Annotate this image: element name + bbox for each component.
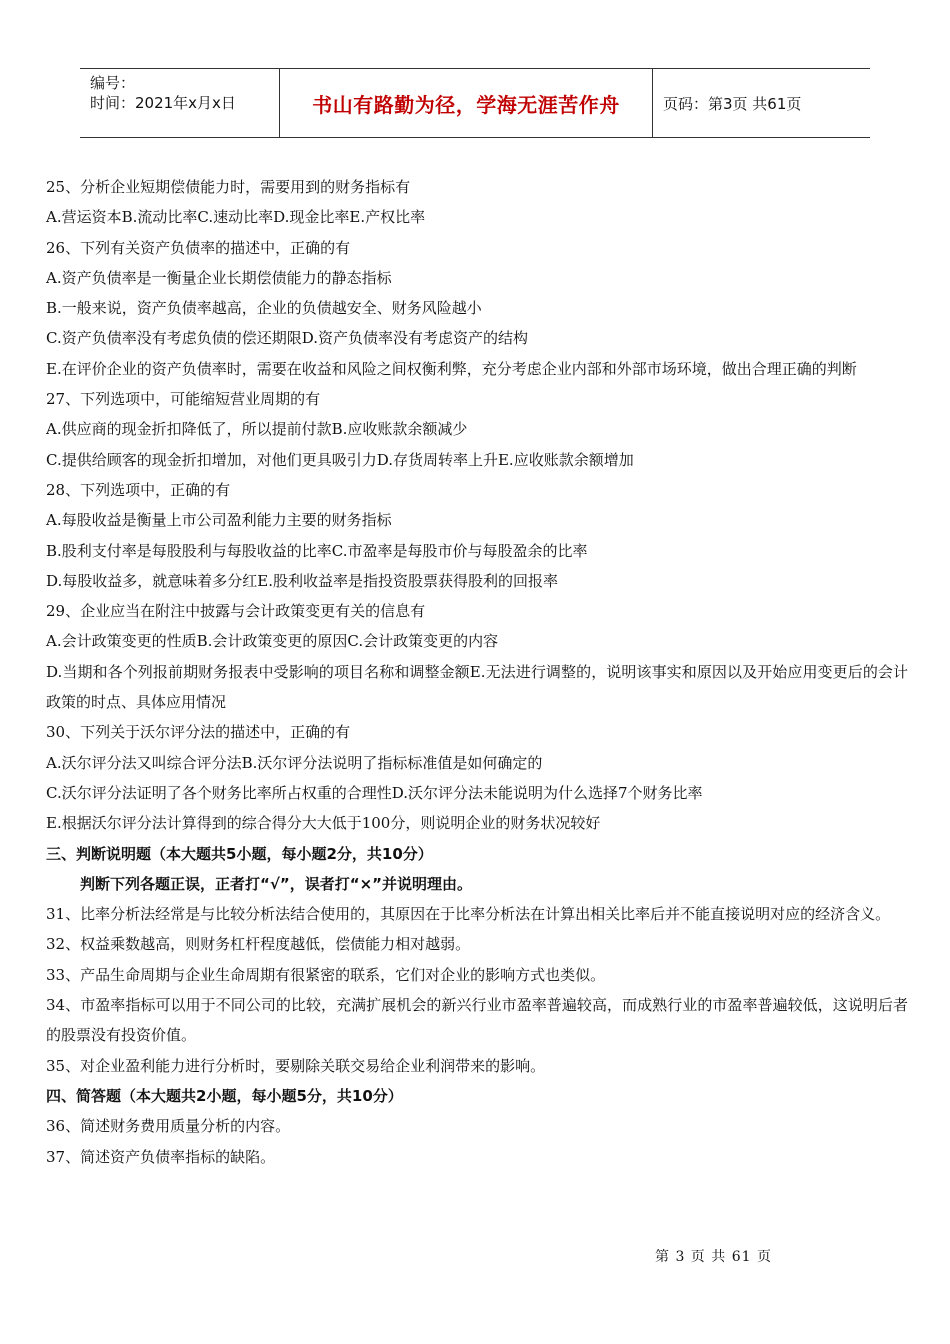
question-line: 29、企业应当在附注中披露与会计政策变更有关的信息有 <box>46 602 426 621</box>
question-line: 27、下列选项中，可能缩短营业周期的有 <box>46 390 321 409</box>
document-body <box>46 172 908 1172</box>
option-line: A.营运资本B.流动比率C.速动比率D.现金比率E.产权比率 <box>46 208 426 227</box>
question-line: 26、下列有关资产负债率的描述中，正确的有 <box>46 238 351 257</box>
question-line: 33、产品生命周期与企业生命周期有很紧密的联系，它们对企业的影响方式也类似。 <box>46 965 606 984</box>
header-left-cell <box>80 69 280 137</box>
option-line: D.每股收益多，就意味着多分红E.股利收益率是指投资股票获得股利的回报率 <box>46 571 558 590</box>
option-line: B.一般来说，资产负债率越高，企业的负债越安全、财务风险越小 <box>46 299 482 318</box>
question-line: 37、简述资产负债率指标的缺陷。 <box>46 1147 276 1166</box>
question-line: 30、下列关于沃尔评分法的描述中，正确的有 <box>46 723 351 742</box>
date-label: 时间：2021年x月x日 <box>90 94 236 112</box>
section-title: 四、简答题（本大题共2小题，每小题5分，共10分） <box>46 1086 403 1105</box>
question-line: 31、比率分析法经常是与比较分析法结合使用的，其原因在于比率分析法在计算出相关比率后并不能直接说明对应的经济含义。 <box>46 905 891 924</box>
option-line: C.沃尔评分法证明了各个财务比率所占权重的合理性D.沃尔评分法未能说明为什么选择7个财务比率 <box>46 783 703 802</box>
option-line: E.在评价企业的资产负债率时，需要在收益和风险之间权衡利弊，充分考虑企业内部和外部市场环境，做出合理正确的判断 <box>46 359 857 378</box>
question-line: 36、简述财务费用质量分析的内容。 <box>46 1117 291 1136</box>
option-line: C.提供给顾客的现金折扣增加，对他们更具吸引力D.存货周转率上升E.应收账款余额增加 <box>46 450 634 469</box>
option-line: A.每股收益是衡量上市公司盈利能力主要的财务指标 <box>46 511 392 530</box>
motto: 书山有路勤为径，学海无涯苦作舟 <box>280 69 653 137</box>
section-instruction: 判断下列各题正误，正者打“√”，误者打“×”并说明理由。 <box>80 874 473 893</box>
option-line: A.资产负债率是一衡量企业长期偿债能力的静态指标 <box>46 268 392 287</box>
question-line: 25、分析企业短期偿债能力时，需要用到的财务指标有 <box>46 178 411 196</box>
option-line: C.资产负债率没有考虑负债的偿还期限D.资产负债率没有考虑资产的结构 <box>46 329 528 348</box>
page-header <box>80 68 870 138</box>
section-title: 三、判断说明题（本大题共5小题，每小题2分，共10分） <box>46 844 433 863</box>
question-line: 35、对企业盈利能力进行分析时，要剔除关联交易给企业利润带来的影响。 <box>46 1056 546 1075</box>
option-line: A.供应商的现金折扣降低了，所以提前付款B.应收账款余额减少 <box>46 420 468 439</box>
page-indicator: 页码：第3页 共61页 <box>663 94 802 113</box>
option-line: A.沃尔评分法又叫综合评分法B.沃尔评分法说明了指标标准值是如何确定的 <box>46 753 543 772</box>
page-footer: 第 3 页 共 61 页 <box>655 1249 772 1265</box>
question-line: 28、下列选项中，正确的有 <box>46 480 231 499</box>
code-label: 编号： <box>90 74 136 92</box>
question-line: 34、市盈率指标可以用于不同公司的比较，充满扩展机会的新兴行业市盈率普遍较高，而成熟行业的市盈率普遍较低，这说明后者的股票没有投资价值。 <box>46 996 908 1045</box>
option-line: D.当期和各个列报前期财务报表中受影响的项目名称和调整金额E.无法进行调整的，说明该事实和原因以及开始应用变更后的会计政策的时点、具体应用情况 <box>46 662 908 712</box>
option-line: A.会计政策变更的性质B.会计政策变更的原因C.会计政策变更的内容 <box>46 632 499 651</box>
option-line: B.股利支付率是每股股利与每股收益的比率C.市盈率是每股市价与每股盈余的比率 <box>46 541 588 560</box>
option-line: E.根据沃尔评分法计算得到的综合得分大大低于100分，则说明企业的财务状况较好 <box>46 814 601 833</box>
question-line: 32、权益乘数越高，则财务杠杆程度越低，偿债能力相对越弱。 <box>46 935 471 954</box>
